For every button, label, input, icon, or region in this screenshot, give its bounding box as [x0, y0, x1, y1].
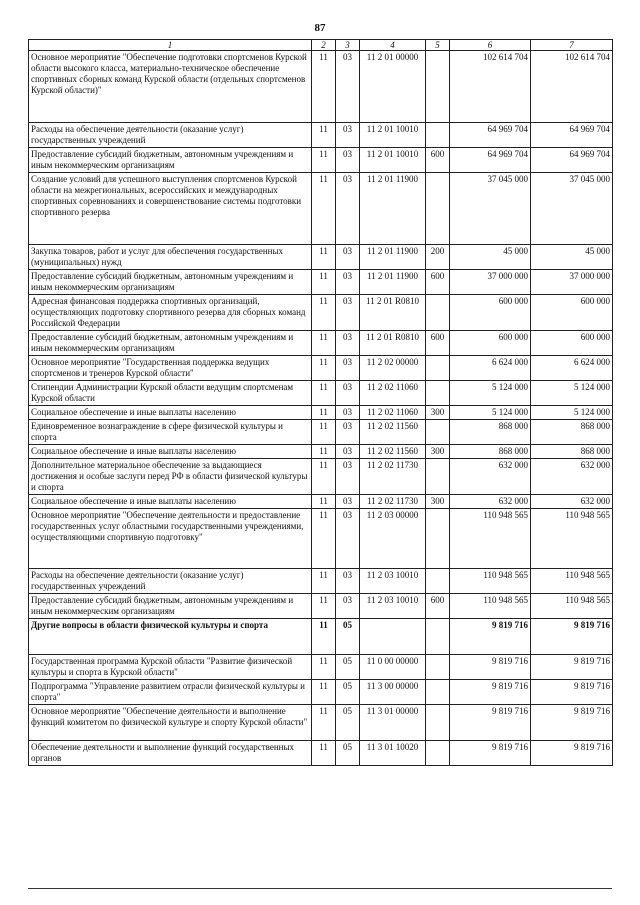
- table-row: [29, 420, 613, 445]
- cell-expense-type: [426, 123, 450, 148]
- cell-target-article: 11 3 01 00000: [360, 705, 426, 741]
- cell-subsection: 03: [336, 420, 360, 445]
- cell-name: Основное мероприятие "Обеспечение деятельности и выполнение функций комитетом по физической культуре и спорту Курской области": [29, 705, 312, 741]
- cell-amount-2: 110 948 565: [531, 594, 613, 619]
- header-col-7: 7: [531, 40, 613, 51]
- cell-amount-1: 632 000: [450, 495, 531, 509]
- cell-amount-2: 9 819 716: [531, 680, 613, 705]
- cell-amount-1: 9 819 716: [450, 741, 531, 766]
- budget-table: [28, 39, 613, 766]
- cell-subsection: 03: [336, 51, 360, 123]
- cell-amount-1: 102 614 704: [450, 51, 531, 123]
- cell-section: 11: [312, 495, 336, 509]
- cell-subsection: 05: [336, 705, 360, 741]
- cell-amount-1: 600 000: [450, 295, 531, 331]
- cell-expense-type: 600: [426, 148, 450, 173]
- cell-subsection: 05: [336, 619, 360, 655]
- cell-subsection: 03: [336, 173, 360, 245]
- cell-expense-type: 300: [426, 495, 450, 509]
- cell-expense-type: [426, 741, 450, 766]
- cell-name: Социальное обеспечение и иные выплаты населению: [29, 445, 312, 459]
- table-row: [29, 741, 613, 766]
- cell-name: Расходы на обеспечение деятельности (оказание услуг) государственных учреждений: [29, 569, 312, 594]
- cell-amount-1: 5 124 000: [450, 381, 531, 406]
- cell-amount-1: 64 969 704: [450, 148, 531, 173]
- cell-target-article: 11 3 00 00000: [360, 680, 426, 705]
- cell-subsection: 03: [336, 569, 360, 594]
- cell-target-article: 11 2 01 00000: [360, 51, 426, 123]
- table-row: [29, 459, 613, 495]
- cell-name: Адресная финансовая поддержка спортивных организаций, осуществляющих подготовку спортивного резерва для сборных команд Российской Федерации: [29, 295, 312, 331]
- cell-amount-2: 5 124 000: [531, 406, 613, 420]
- header-col-1: 1: [29, 40, 312, 51]
- header-col-5: 5: [426, 40, 450, 51]
- header-col-4: 4: [360, 40, 426, 51]
- cell-expense-type: [426, 356, 450, 381]
- cell-subsection: 03: [336, 594, 360, 619]
- cell-expense-type: 600: [426, 331, 450, 356]
- cell-subsection: 03: [336, 245, 360, 270]
- cell-subsection: 03: [336, 148, 360, 173]
- table-row: [29, 123, 613, 148]
- cell-target-article: [360, 619, 426, 655]
- header-col-3: 3: [336, 40, 360, 51]
- table-row: [29, 655, 613, 680]
- cell-name: Другие вопросы в области физической культуры и спорта: [29, 619, 312, 655]
- cell-target-article: 11 2 02 11060: [360, 406, 426, 420]
- cell-target-article: 11 2 02 11060: [360, 381, 426, 406]
- cell-name: Подпрограмма "Управление развитием отрасли физической культуры и спорта": [29, 680, 312, 705]
- cell-expense-type: [426, 51, 450, 123]
- cell-amount-1: 632 000: [450, 459, 531, 495]
- cell-target-article: 11 2 02 11560: [360, 420, 426, 445]
- cell-name: Закупка товаров, работ и услуг для обеспечения государственных (муниципальных) нужд: [29, 245, 312, 270]
- table-row: [29, 680, 613, 705]
- cell-amount-2: 9 819 716: [531, 655, 613, 680]
- cell-subsection: 03: [336, 445, 360, 459]
- cell-amount-1: 37 000 000: [450, 270, 531, 295]
- cell-expense-type: 200: [426, 245, 450, 270]
- cell-amount-1: 110 948 565: [450, 594, 531, 619]
- cell-section: 11: [312, 594, 336, 619]
- cell-amount-2: 9 819 716: [531, 705, 613, 741]
- cell-amount-2: 64 969 704: [531, 148, 613, 173]
- cell-subsection: 03: [336, 270, 360, 295]
- cell-expense-type: [426, 459, 450, 495]
- cell-subsection: 03: [336, 331, 360, 356]
- cell-amount-2: 37 045 000: [531, 173, 613, 245]
- cell-name: Основное мероприятие "Обеспечение подготовки спортсменов Курской области высокого класса, материально-техническое обеспечение спортивных сборных команд Курской области (отдельных спортсменов Курской области)": [29, 51, 312, 123]
- cell-target-article: 11 3 01 10020: [360, 741, 426, 766]
- cell-name: Создание условий для успешного выступления спортсменов Курской области на межрегиональных, всероссийских и международных спортивных соревнованиях и совершенствование системы подготовки спортивного резерва: [29, 173, 312, 245]
- cell-target-article: 11 2 01 11900: [360, 173, 426, 245]
- cell-expense-type: [426, 705, 450, 741]
- cell-section: 11: [312, 331, 336, 356]
- cell-section: 11: [312, 509, 336, 569]
- cell-section: 11: [312, 619, 336, 655]
- page-bottom-rule: [28, 888, 612, 889]
- cell-expense-type: [426, 655, 450, 680]
- cell-subsection: 03: [336, 459, 360, 495]
- cell-expense-type: [426, 420, 450, 445]
- cell-target-article: 11 0 00 00000: [360, 655, 426, 680]
- cell-subsection: 05: [336, 655, 360, 680]
- cell-target-article: 11 2 03 10010: [360, 594, 426, 619]
- cell-name: Дополнительное материальное обеспечение за выдающиеся достижения и особые заслуги перед РФ в области физической культуры и спорта: [29, 459, 312, 495]
- table-row: [29, 270, 613, 295]
- cell-name: Стипендии Администрации Курской области ведущим спортсменам Курской области: [29, 381, 312, 406]
- cell-amount-2: 45 000: [531, 245, 613, 270]
- cell-target-article: 11 2 02 00000: [360, 356, 426, 381]
- cell-target-article: 11 2 03 10010: [360, 569, 426, 594]
- cell-amount-2: 9 819 716: [531, 619, 613, 655]
- cell-expense-type: [426, 173, 450, 245]
- cell-section: 11: [312, 123, 336, 148]
- table-row: [29, 331, 613, 356]
- cell-name: Основное мероприятие "Обеспечение деятельности и предоставление государственных услуг областными государственными учреждениями, осуществляющими спортивную подготовку": [29, 509, 312, 569]
- cell-target-article: 11 2 02 11560: [360, 445, 426, 459]
- cell-section: 11: [312, 51, 336, 123]
- cell-target-article: 11 2 01 10010: [360, 123, 426, 148]
- table-row: [29, 594, 613, 619]
- cell-expense-type: [426, 569, 450, 594]
- table-row: [29, 356, 613, 381]
- cell-amount-1: 64 969 704: [450, 123, 531, 148]
- table-row: [29, 245, 613, 270]
- cell-section: 11: [312, 680, 336, 705]
- cell-amount-2: 110 948 565: [531, 509, 613, 569]
- cell-amount-1: 110 948 565: [450, 569, 531, 594]
- cell-section: 11: [312, 569, 336, 594]
- table-row: [29, 381, 613, 406]
- table-row: [29, 445, 613, 459]
- cell-amount-2: 5 124 000: [531, 381, 613, 406]
- cell-amount-1: 9 819 716: [450, 619, 531, 655]
- cell-section: 11: [312, 245, 336, 270]
- cell-amount-2: 868 000: [531, 420, 613, 445]
- cell-name: Социальное обеспечение и иные выплаты населению: [29, 495, 312, 509]
- cell-subsection: 03: [336, 406, 360, 420]
- cell-name: Единовременное вознаграждение в сфере физической культуры и спорта: [29, 420, 312, 445]
- cell-expense-type: [426, 619, 450, 655]
- cell-section: 11: [312, 705, 336, 741]
- table-header-row: [29, 40, 613, 51]
- cell-amount-2: 868 000: [531, 445, 613, 459]
- cell-target-article: 11 2 01 11900: [360, 245, 426, 270]
- cell-subsection: 03: [336, 123, 360, 148]
- header-col-2: 2: [312, 40, 336, 51]
- cell-target-article: 11 2 01 10010: [360, 148, 426, 173]
- cell-section: 11: [312, 381, 336, 406]
- table-row: [29, 51, 613, 123]
- cell-section: 11: [312, 356, 336, 381]
- cell-amount-2: 9 819 716: [531, 741, 613, 766]
- cell-amount-1: 5 124 000: [450, 406, 531, 420]
- table-row: [29, 705, 613, 741]
- cell-amount-1: 9 819 716: [450, 680, 531, 705]
- cell-target-article: 11 2 02 11730: [360, 459, 426, 495]
- cell-amount-2: 110 948 565: [531, 569, 613, 594]
- cell-amount-2: 632 000: [531, 459, 613, 495]
- cell-amount-2: 102 614 704: [531, 51, 613, 123]
- cell-amount-1: 110 948 565: [450, 509, 531, 569]
- cell-name: Социальное обеспечение и иные выплаты населению: [29, 406, 312, 420]
- cell-name: Предоставление субсидий бюджетным, автономным учреждениям и иным некоммерческим организациям: [29, 594, 312, 619]
- cell-subsection: 05: [336, 680, 360, 705]
- cell-expense-type: 300: [426, 445, 450, 459]
- cell-expense-type: 600: [426, 270, 450, 295]
- cell-amount-1: 868 000: [450, 420, 531, 445]
- cell-name: Обеспечение деятельности и выполнение функций государственных органов: [29, 741, 312, 766]
- table-row: [29, 509, 613, 569]
- cell-amount-1: 600 000: [450, 331, 531, 356]
- cell-subsection: 05: [336, 741, 360, 766]
- table-row: [29, 295, 613, 331]
- cell-section: 11: [312, 459, 336, 495]
- cell-name: Предоставление субсидий бюджетным, автономным учреждениям и иным некоммерческим организациям: [29, 331, 312, 356]
- cell-target-article: 11 2 03 00000: [360, 509, 426, 569]
- cell-expense-type: [426, 381, 450, 406]
- cell-target-article: 11 2 02 11730: [360, 495, 426, 509]
- cell-amount-2: 6 624 000: [531, 356, 613, 381]
- table-row: [29, 406, 613, 420]
- cell-section: 11: [312, 173, 336, 245]
- cell-target-article: 11 2 01 R0810: [360, 295, 426, 331]
- cell-section: 11: [312, 406, 336, 420]
- cell-target-article: 11 2 01 R0810: [360, 331, 426, 356]
- cell-section: 11: [312, 420, 336, 445]
- cell-expense-type: [426, 680, 450, 705]
- cell-section: 11: [312, 655, 336, 680]
- cell-subsection: 03: [336, 295, 360, 331]
- cell-amount-2: 600 000: [531, 331, 613, 356]
- cell-amount-1: 6 624 000: [450, 356, 531, 381]
- cell-amount-1: 9 819 716: [450, 655, 531, 680]
- cell-amount-1: 45 000: [450, 245, 531, 270]
- cell-name: Предоставление субсидий бюджетным, автономным учреждениям и иным некоммерческим организациям: [29, 148, 312, 173]
- cell-name: Расходы на обеспечение деятельности (оказание услуг) государственных учреждений: [29, 123, 312, 148]
- table-row: [29, 148, 613, 173]
- cell-subsection: 03: [336, 495, 360, 509]
- cell-amount-1: 868 000: [450, 445, 531, 459]
- cell-expense-type: [426, 295, 450, 331]
- cell-name: Государственная программа Курской области "Развитие физической культуры и спорта в Курской области": [29, 655, 312, 680]
- cell-section: 11: [312, 295, 336, 331]
- cell-section: 11: [312, 445, 336, 459]
- table-row: [29, 569, 613, 594]
- cell-amount-1: 9 819 716: [450, 705, 531, 741]
- cell-expense-type: 300: [426, 406, 450, 420]
- cell-section: 11: [312, 270, 336, 295]
- header-col-6: 6: [450, 40, 531, 51]
- cell-target-article: 11 2 01 11900: [360, 270, 426, 295]
- table-row: [29, 173, 613, 245]
- cell-name: Предоставление субсидий бюджетным, автономным учреждениям и иным некоммерческим организациям: [29, 270, 312, 295]
- table-body: [29, 51, 613, 766]
- cell-amount-2: 632 000: [531, 495, 613, 509]
- cell-amount-2: 600 000: [531, 295, 613, 331]
- cell-expense-type: 600: [426, 594, 450, 619]
- cell-subsection: 03: [336, 509, 360, 569]
- table-row: [29, 495, 613, 509]
- cell-amount-2: 37 000 000: [531, 270, 613, 295]
- cell-section: 11: [312, 741, 336, 766]
- cell-amount-1: 37 045 000: [450, 173, 531, 245]
- cell-amount-2: 64 969 704: [531, 123, 613, 148]
- cell-subsection: 03: [336, 381, 360, 406]
- table-row: [29, 619, 613, 655]
- cell-section: 11: [312, 148, 336, 173]
- cell-subsection: 03: [336, 356, 360, 381]
- page-number: 87: [314, 22, 326, 34]
- cell-expense-type: [426, 509, 450, 569]
- cell-name: Основное мероприятие "Государственная поддержка ведущих спортсменов и тренеров Курской области": [29, 356, 312, 381]
